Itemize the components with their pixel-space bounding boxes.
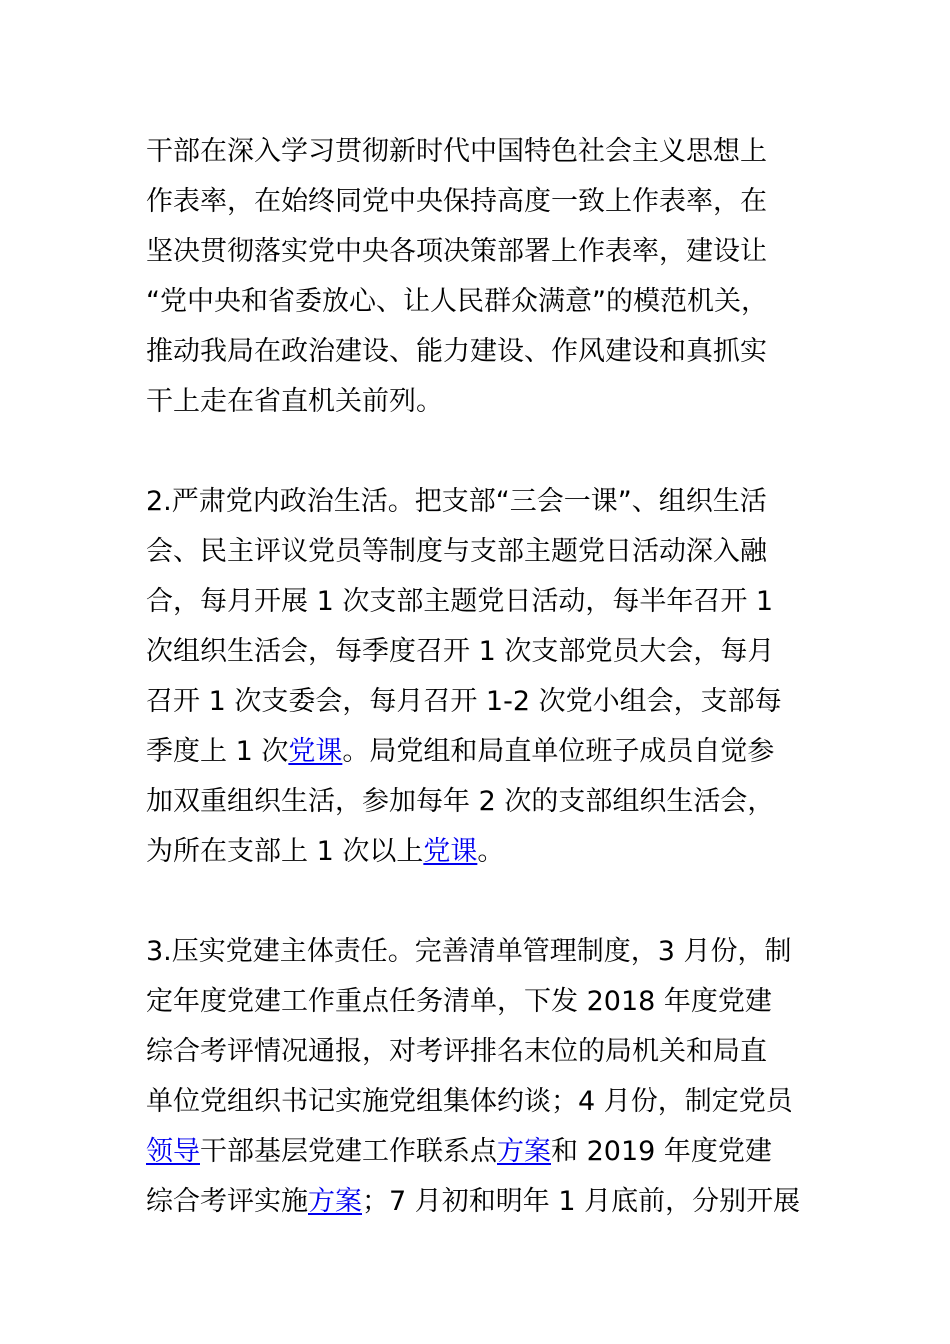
paragraph-3 [146,927,836,1227]
inline-link[interactable]: 党课 [423,836,478,867]
text-run: 干上走在省直机关前列。 [146,386,443,417]
inline-link[interactable]: 领导 [146,1136,200,1167]
text-run: 。 [477,836,505,867]
text-line [146,327,836,377]
text-line [146,527,836,577]
text-run: 次组织生活会，每季度召开 1 次支部党员大会，每月 [146,636,775,667]
text-line [146,927,836,977]
text-run: 干部在深入学习贯彻新时代中国特色社会主义思想上 [146,136,767,167]
text-line [146,1027,836,1077]
text-run: 3.压实党建主体责任。完善清单管理制度，3 月份，制 [146,936,792,967]
text-line [146,1077,836,1127]
text-line [146,977,836,1027]
text-line [146,727,836,777]
text-line [146,627,836,677]
text-line [146,227,836,277]
text-line [146,127,836,177]
paragraph-2 [146,477,836,877]
text-run: 作表率，在始终同党中央保持高度一致上作表率，在 [146,186,767,217]
paragraph-spacer [146,877,836,927]
text-run: 干部基层党建工作联系点 [200,1136,497,1167]
document-body [146,127,836,1227]
inline-link[interactable]: 方案 [497,1136,551,1167]
text-run: 召开 1 次支委会，每月召开 1-2 次党小组会，支部每 [146,686,782,717]
text-run: 和 2019 年度党建 [551,1136,772,1167]
text-line [146,677,836,727]
text-line [146,577,836,627]
inline-link[interactable]: 方案 [308,1186,362,1217]
text-line [146,827,836,877]
text-run: “党中央和省委放心、让人民群众满意”的模范机关， [146,286,768,317]
text-run: 加双重组织生活，参加每年 2 次的支部组织生活会， [146,786,775,817]
text-run: 综合考评实施 [146,1186,308,1217]
text-run: 。局党组和局直单位班子成员自觉参 [342,736,775,767]
text-line [146,177,836,227]
text-run: 2.严肃党内政治生活。把支部“三会一课”、组织生活 [146,486,767,517]
text-run: 合，每月开展 1 次支部主题党日活动，每半年召开 1 [146,586,774,617]
text-line [146,277,836,327]
text-run: 定年度党建工作重点任务清单，下发 2018 年度党建 [146,986,772,1017]
text-line [146,377,836,427]
text-run: 推动我局在政治建设、能力建设、作风建设和真抓实 [146,336,767,367]
text-line [146,1177,836,1227]
text-line [146,1127,836,1177]
text-run: 单位党组织书记实施党组集体约谈；4 月份，制定党员 [146,1086,793,1117]
text-run: 为所在支部上 1 次以上 [146,836,424,867]
text-run: 会、民主评议党员等制度与支部主题党日活动深入融 [146,536,767,567]
text-run: 坚决贯彻落实党中央各项决策部署上作表率，建设让 [146,236,767,267]
text-run: 综合考评情况通报，对考评排名末位的局机关和局直 [146,1036,767,1067]
text-line [146,477,836,527]
text-run: 季度上 1 次 [146,736,289,767]
paragraph-spacer [146,427,836,477]
inline-link[interactable]: 党课 [288,736,343,767]
paragraph-1 [146,127,836,427]
text-line [146,777,836,827]
text-run: ；7 月初和明年 1 月底前，分别开展 [362,1186,801,1217]
